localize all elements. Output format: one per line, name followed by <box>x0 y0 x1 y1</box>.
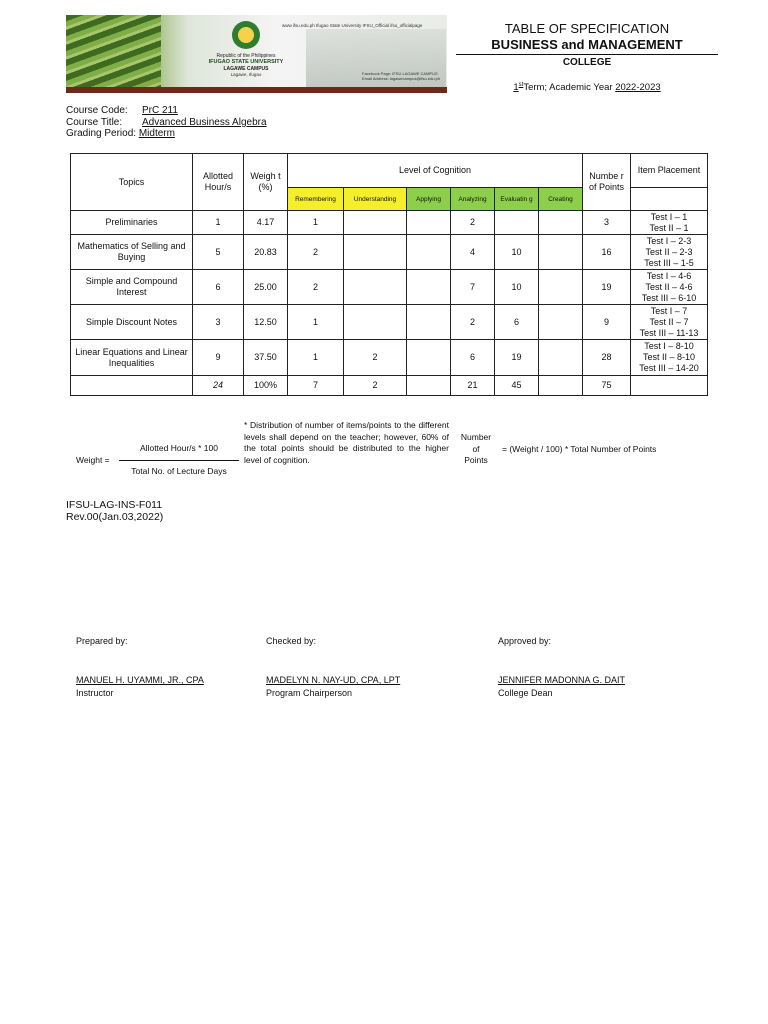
campus-building-image <box>306 29 446 93</box>
row-understanding <box>344 211 407 235</box>
course-title-line <box>66 117 267 128</box>
row-remembering: 1 <box>288 340 344 376</box>
banner-email: Email Address: lagawecampus@ifsu.edu.ph <box>362 76 441 81</box>
total-weight: 100% <box>244 376 288 396</box>
banner-contacts: www.ifsu.edu.ph Ifugao State University IFSU_Official ifsu_officialpage <box>282 23 423 28</box>
row-topic: Preliminaries <box>71 211 193 235</box>
placement-line: Test III – 11-13 <box>639 327 699 338</box>
row-applying <box>407 211 451 235</box>
row-hours: 5 <box>193 235 244 270</box>
fraction-bar <box>119 460 239 461</box>
row-weight: 20.83 <box>244 235 288 270</box>
placement-line: Test II – 2-3 <box>645 246 693 257</box>
header-weight: Weigh t (%) <box>244 154 288 211</box>
row-understanding <box>344 235 407 270</box>
row-evaluating: 6 <box>495 305 539 340</box>
row-weight: 12.50 <box>244 305 288 340</box>
banner-facebook: Facebook Page: IFSU LAGAWE CAMPUS <box>362 71 438 76</box>
weight-formula-label: Weight = <box>76 455 110 465</box>
header-points: Numbe r of Points <box>583 154 631 211</box>
row-creating <box>539 235 583 270</box>
prepared-by-label: Prepared by: <box>76 636 128 646</box>
course-code-line <box>66 105 178 116</box>
rice-terraces-image <box>66 15 161 93</box>
row-topic: Mathematics of Selling and Buying <box>71 235 193 270</box>
table-row <box>71 340 708 376</box>
row-evaluating: 19 <box>495 340 539 376</box>
placement-line: Test I – 8-10 <box>644 341 694 351</box>
row-applying <box>407 305 451 340</box>
points-formula-label <box>456 432 496 467</box>
header-level-of-cognition: Level of Cognition <box>288 154 583 188</box>
course-title-value: Advanced Business Algebra <box>142 117 267 128</box>
term-text: Term; Academic Year <box>523 82 616 94</box>
row-remembering: 2 <box>288 235 344 270</box>
placement-line: Test II – 4-6 <box>645 281 693 292</box>
row-remembering: 1 <box>288 211 344 235</box>
row-remembering: 1 <box>288 305 344 340</box>
form-code: IFSU-LAG-INS-F011 <box>66 499 163 511</box>
row-weight: 4.17 <box>244 211 288 235</box>
row-hours: 9 <box>193 340 244 376</box>
total-analyzing: 21 <box>451 376 495 396</box>
checked-by-label: Checked by: <box>266 636 317 646</box>
totals-row <box>71 376 708 396</box>
banner-republic: Republic of the Philippines <box>216 53 276 59</box>
totals-label-empty <box>71 376 193 396</box>
term-number: 1 <box>513 82 519 94</box>
college-label: COLLEGE <box>562 57 612 68</box>
total-placement-empty <box>631 376 708 396</box>
row-hours: 3 <box>193 305 244 340</box>
row-analyzing: 7 <box>451 270 495 305</box>
term-line <box>460 82 714 93</box>
placement-line: Test III – 1-5 <box>644 257 694 268</box>
row-analyzing: 6 <box>451 340 495 376</box>
prepared-by-name: MANUEL H. UYAMMI, JR., CPA <box>76 675 204 685</box>
document-title: TABLE OF SPECIFICATION <box>504 21 670 36</box>
total-remembering: 7 <box>288 376 344 396</box>
placement-line: Test II – 7 <box>649 316 689 327</box>
level-evaluating: Evaluatin g <box>495 188 539 211</box>
total-hours: 24 <box>193 376 244 396</box>
course-code-label: Course Code: <box>66 105 128 116</box>
row-creating <box>539 211 583 235</box>
approved-by-role: College Dean <box>498 688 553 698</box>
placement-line: Test I – 2-3 <box>646 235 692 246</box>
table-row <box>71 305 708 340</box>
banner-social <box>362 71 440 81</box>
row-applying <box>407 235 451 270</box>
banner-location: Lagawe, Ifugao <box>230 72 262 77</box>
header-divider <box>456 54 718 55</box>
points-formula-equation: = (Weight / 100) * Total Number of Points <box>502 444 657 454</box>
row-placement <box>631 305 708 340</box>
course-code-value: PrC 211 <box>142 105 178 116</box>
row-placement <box>631 340 708 376</box>
total-evaluating: 45 <box>495 376 539 396</box>
row-weight: 37.50 <box>244 340 288 376</box>
level-understanding: Understanding <box>344 188 407 211</box>
row-hours: 6 <box>193 270 244 305</box>
checked-by-role: Program Chairperson <box>266 688 353 698</box>
row-understanding: 2 <box>344 340 407 376</box>
row-points: 3 <box>583 211 631 235</box>
level-analyzing: Analyzing <box>451 188 495 211</box>
row-weight: 25.00 <box>244 270 288 305</box>
weight-formula-numerator: Allotted Hour/s * 100 <box>140 443 218 453</box>
row-placement <box>631 211 708 235</box>
row-points: 16 <box>583 235 631 270</box>
row-evaluating <box>495 211 539 235</box>
row-creating <box>539 305 583 340</box>
department-title: BUSINESS and MANAGEMENT <box>491 37 683 52</box>
banner-university: IFUGAO STATE UNIVERSITY <box>208 59 284 65</box>
approved-by-name: JENNIFER MADONNA G. DAIT <box>498 675 626 685</box>
grading-period-line <box>66 128 175 139</box>
specification-table <box>70 153 708 396</box>
row-applying <box>407 270 451 305</box>
placement-line: Test II – 1 <box>649 222 689 233</box>
row-applying <box>407 340 451 376</box>
grading-period-label: Grading Period: <box>66 128 137 139</box>
row-placement <box>631 270 708 305</box>
row-understanding <box>344 305 407 340</box>
approved-by-label: Approved by: <box>498 636 552 646</box>
university-banner <box>66 15 447 93</box>
row-analyzing: 4 <box>451 235 495 270</box>
row-placement <box>631 235 708 270</box>
header-topics: Topics <box>71 154 193 211</box>
university-seal-icon <box>232 21 260 49</box>
row-points: 9 <box>583 305 631 340</box>
weight-formula-denominator: Total No. of Lecture Days <box>131 466 227 476</box>
points-label-line: of <box>472 443 480 454</box>
table-row <box>71 211 708 235</box>
term-suffix: st <box>518 82 524 88</box>
row-remembering: 2 <box>288 270 344 305</box>
banner-campus: LAGAWE CAMPUS <box>223 66 269 72</box>
total-points: 75 <box>583 376 631 396</box>
table-row <box>71 235 708 270</box>
header-hours: Allotted Hour/s <box>193 154 244 211</box>
total-understanding: 2 <box>344 376 407 396</box>
row-understanding <box>344 270 407 305</box>
academic-year: 2022-2023 <box>615 82 661 94</box>
row-analyzing: 2 <box>451 211 495 235</box>
form-revision: Rev.00(Jan.03,2022) <box>66 511 164 523</box>
level-creating: Creating <box>539 188 583 211</box>
row-points: 19 <box>583 270 631 305</box>
placement-line: Test III – 6-10 <box>641 292 697 303</box>
placement-line: Test I – 7 <box>650 305 688 316</box>
row-creating <box>539 270 583 305</box>
row-creating <box>539 340 583 376</box>
row-topic: Simple and Compound Interest <box>71 270 193 305</box>
row-topic: Simple Discount Notes <box>71 305 193 340</box>
row-topic: Linear Equations and Linear Inequalities <box>71 340 193 376</box>
row-evaluating: 10 <box>495 270 539 305</box>
row-hours: 1 <box>193 211 244 235</box>
row-analyzing: 2 <box>451 305 495 340</box>
placement-line: Test II – 8-10 <box>642 352 696 362</box>
grading-period-value: Midterm <box>138 128 175 139</box>
placement-line: Test I – 4-6 <box>646 270 692 281</box>
placement-sub-empty <box>631 188 708 211</box>
placement-line: Test I – 1 <box>650 211 688 222</box>
total-creating <box>539 376 583 396</box>
points-label-line: Points <box>464 455 488 465</box>
row-evaluating: 10 <box>495 235 539 270</box>
distribution-note: * Distribution of number of items/points to the different levels shall depend on the teacher; however, 60% of the total points should be distributed to the higher level of cognition. <box>244 420 449 466</box>
banner-bottom-strip <box>66 87 447 93</box>
level-remembering: Remembering <box>288 188 344 211</box>
course-title-label: Course Title: <box>66 117 123 128</box>
points-label-line: Number <box>460 432 492 442</box>
total-applying <box>407 376 451 396</box>
header-placement: Item Placement <box>631 154 708 188</box>
checked-by-name: MADELYN N. NAY-UD, CPA, LPT <box>266 675 401 685</box>
row-points: 28 <box>583 340 631 376</box>
level-applying: Applying <box>407 188 451 211</box>
prepared-by-role: Instructor <box>76 688 114 698</box>
placement-line: Test III – 14-20 <box>639 363 699 373</box>
table-row <box>71 270 708 305</box>
